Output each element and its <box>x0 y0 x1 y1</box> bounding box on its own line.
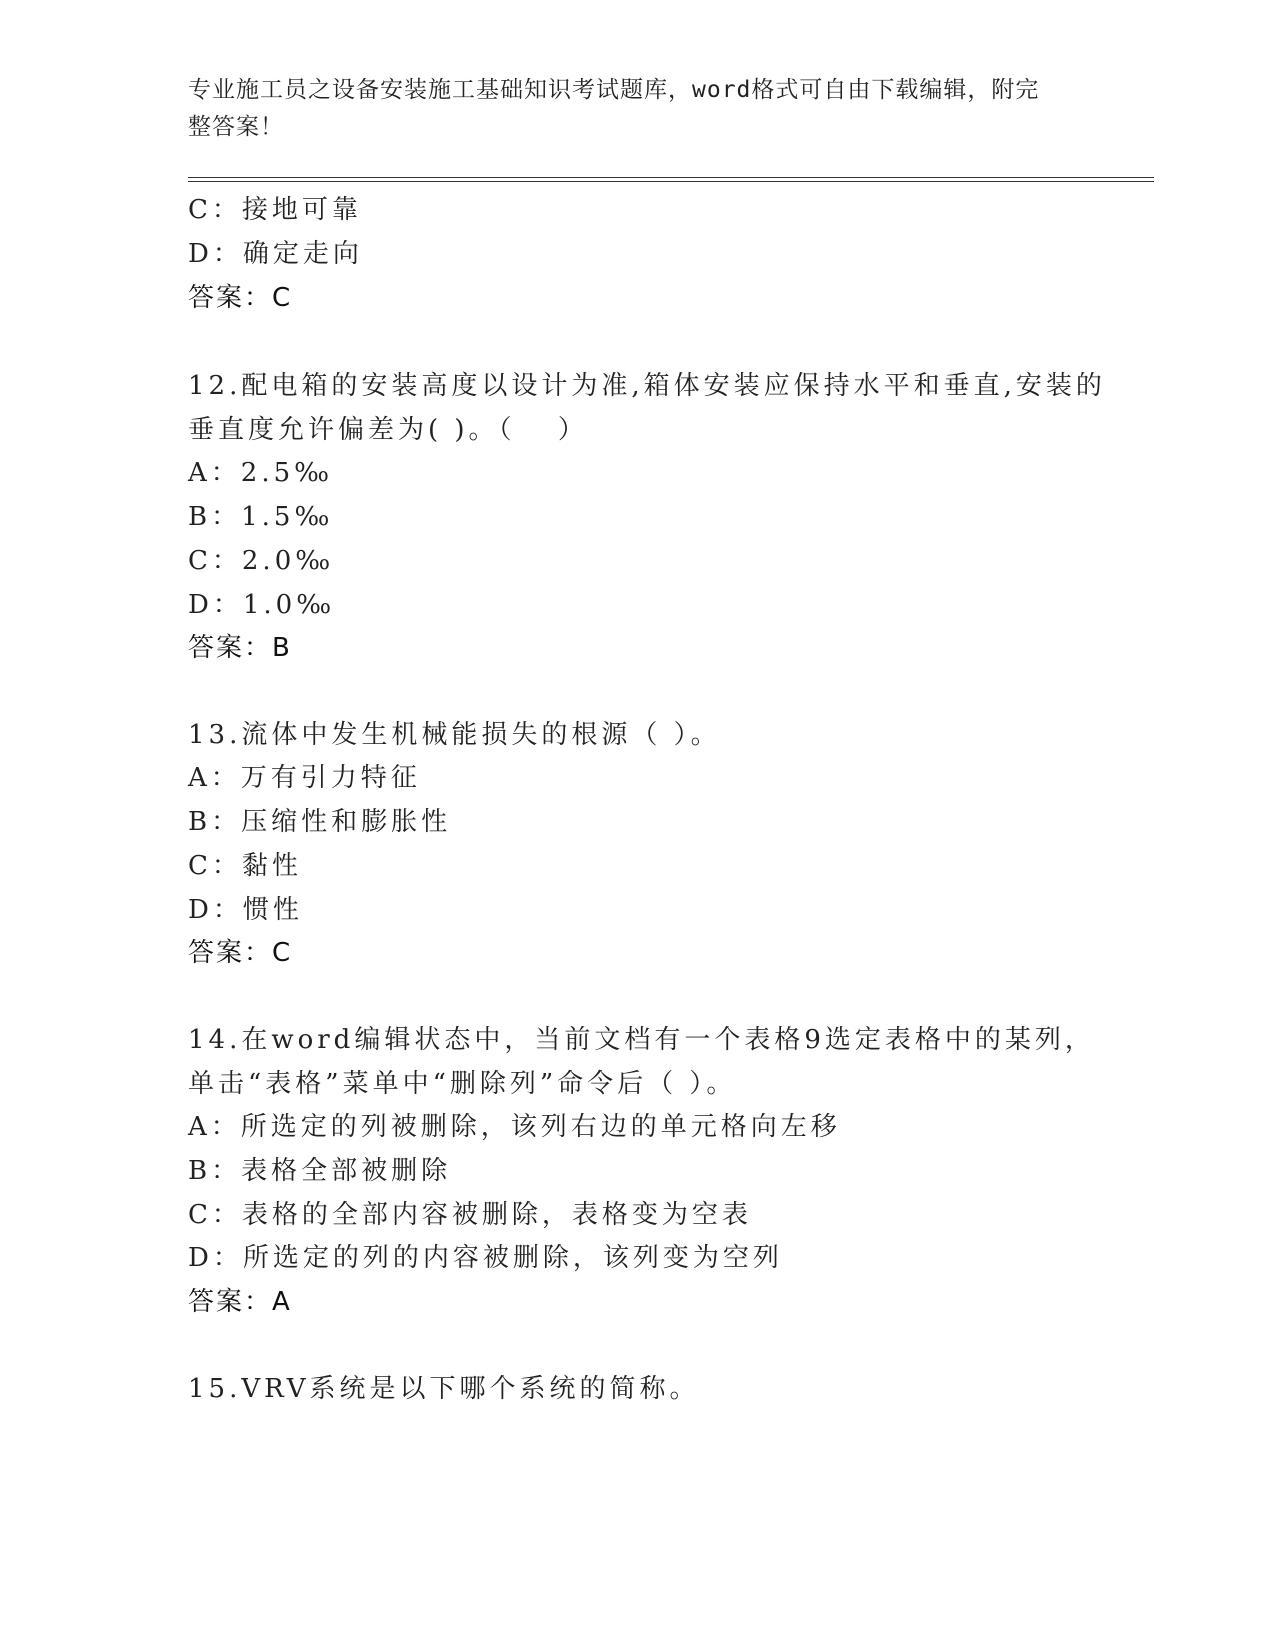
q13-stem: 13.流体中发生机械能损失的根源（ ）。 <box>188 720 721 750</box>
q12-stem-line-2: 垂直度允许偏差为( )。（ ） <box>188 415 588 445</box>
q11-option-c: C：接地可靠 <box>188 195 362 225</box>
q12-answer: 答案：B <box>188 633 292 663</box>
q14-answer: 答案：A <box>188 1287 292 1317</box>
q12-option-a: A：2.5‰ <box>188 458 334 488</box>
q13-option-b: B：压缩性和膨胀性 <box>188 807 452 837</box>
q14-option-d: D：所选定的列的内容被删除，该列变为空列 <box>188 1243 783 1273</box>
q13-option-a: A：万有引力特征 <box>188 763 421 793</box>
q11-option-d: D：确定走向 <box>188 239 363 269</box>
q12-option-d: D：1.0‰ <box>188 590 336 620</box>
q14-stem-line-2: 单击“表格”菜单中“删除列”命令后（ ）。 <box>188 1069 737 1099</box>
q12-stem-line-1: 12.配电箱的安装高度以设计为准,箱体安装应保持水平和垂直,安装的 <box>188 371 1106 401</box>
header-divider <box>188 177 1154 182</box>
q15-stem: 15.VRV系统是以下哪个系统的简称。 <box>188 1374 700 1404</box>
q11-answer: 答案：C <box>188 283 293 313</box>
q13-option-d: D：惯性 <box>188 895 303 925</box>
q14-option-b: B：表格全部被删除 <box>188 1156 452 1186</box>
q13-answer: 答案：C <box>188 938 293 968</box>
q12-option-b: B：1.5‰ <box>188 502 334 532</box>
q14-option-c: C：表格的全部内容被删除，表格变为空表 <box>188 1200 752 1230</box>
document-header <box>188 72 1068 146</box>
header-line-2: 整答案！ <box>188 114 284 140</box>
q14-option-a: A：所选定的列被删除，该列右边的单元格向左移 <box>188 1112 841 1142</box>
q12-option-c: C：2.0‰ <box>188 546 335 576</box>
q13-option-c: C：黏性 <box>188 851 302 881</box>
header-line-1: 专业施工员之设备安装施工基础知识考试题库，word格式可自由下载编辑，附完 <box>188 77 1040 103</box>
q14-stem-line-1: 14.在word编辑状态中，当前文档有一个表格9选定表格中的某列， <box>188 1025 1095 1055</box>
